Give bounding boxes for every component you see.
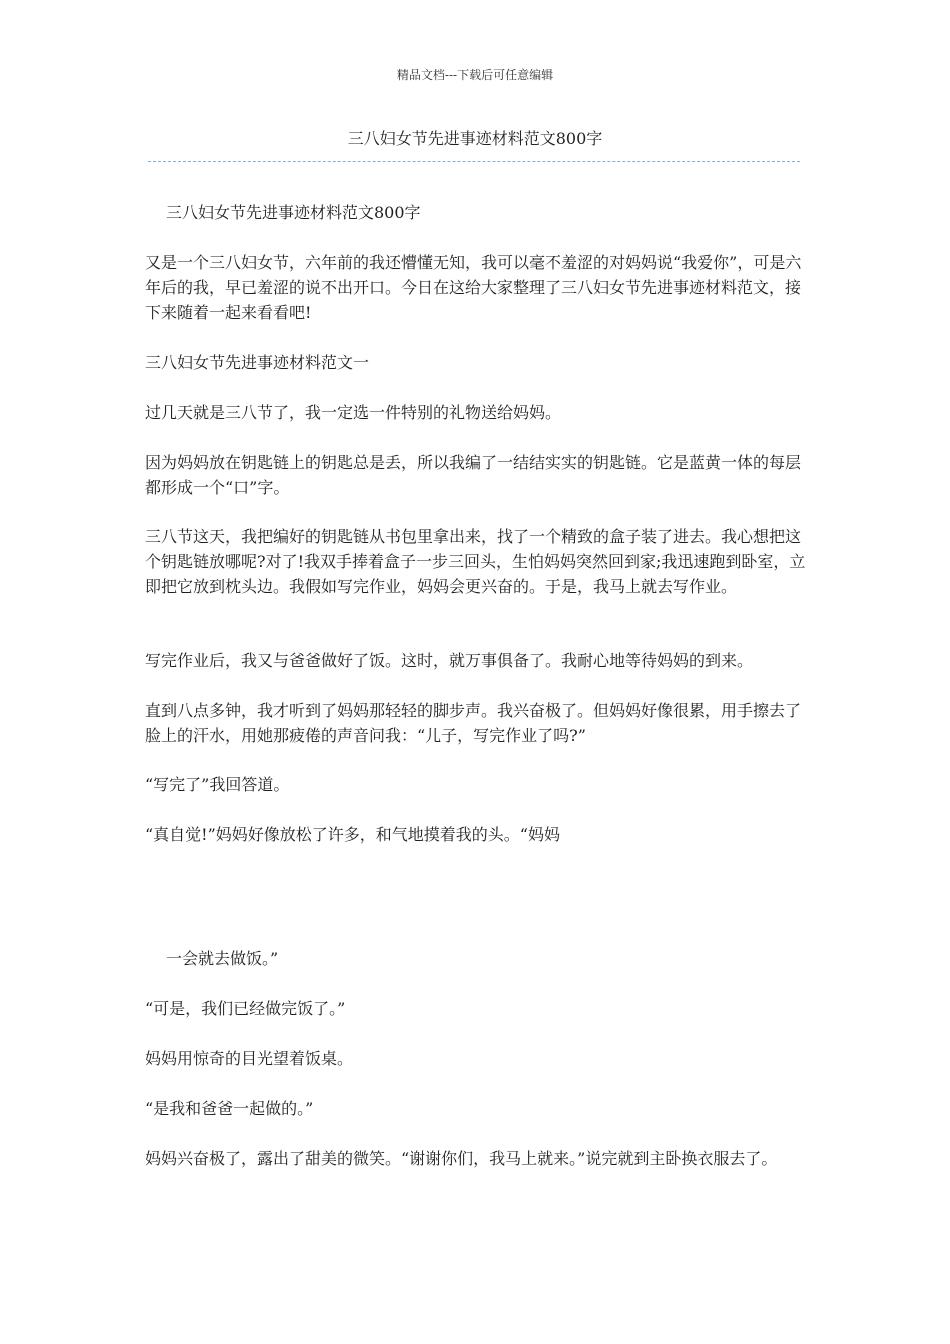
- paragraph: “真自觉!”妈妈好像放松了许多，和气地摸着我的头。“妈妈: [145, 825, 560, 844]
- paragraph: “是我和爸爸一起做的。”: [145, 1099, 314, 1118]
- title-divider: [148, 161, 800, 162]
- intro-heading: 三八妇女节先进事迹材料范文800字: [166, 203, 421, 222]
- paragraph: 过几天就是三八节了，我一定选一件特别的礼物送给妈妈。: [145, 403, 562, 422]
- paragraph: “写完了”我回答道。: [145, 775, 290, 794]
- paragraph: 写完作业后，我又与爸爸做好了饭。这时，就万事俱备了。我耐心地等待妈妈的到来。: [145, 651, 754, 670]
- paragraph: 妈妈用惊奇的目光望着饭桌。: [145, 1049, 354, 1068]
- paragraph: 直到八点多钟，我才听到了妈妈那轻轻的脚步声。我兴奋极了。但妈妈好像很累，用手擦去了脸上的汗水，用她那疲倦的声音问我：“儿子，写完作业了吗?”: [145, 701, 802, 745]
- paragraph: 三八节这天，我把编好的钥匙链从书包里拿出来，找了一个精致的盒子装了进去。我心想把这个钥匙链放哪呢?对了!我双手捧着盒子一步三回头，生怕妈妈突然回到家;我迅速跑到卧室，立即把它放到枕头边。我假如写完作业，妈妈会更兴奋的。于是，我马上就去写作业。: [145, 527, 806, 596]
- paragraph: “可是，我们已经做完饭了。”: [145, 999, 346, 1018]
- section-heading: 三八妇女节先进事迹材料范文一: [145, 353, 370, 372]
- paragraph: 因为妈妈放在钥匙链上的钥匙总是丢，所以我编了一结结实实的钥匙链。它是蓝黄一体的每层都形成一个“口”字。: [145, 453, 802, 497]
- paragraph: 一会就去做饭。”: [166, 949, 279, 968]
- intro-paragraph: 又是一个三八妇女节，六年前的我还懵懂无知，我可以毫不羞涩的对妈妈说“我爱你”，可是六年后的我，早已羞涩的说不出开口。今日在这给大家整理了三八妇女节先进事迹材料范文，接下来随着一起来看看吧!: [145, 253, 802, 322]
- paragraph: 妈妈兴奋极了，露出了甜美的微笑。“谢谢你们，我马上就来。”说完就到主卧换衣服去了。: [145, 1149, 778, 1168]
- header-note: 精品文档---下载后可任意编辑: [396, 68, 554, 82]
- document-title: 三八妇女节先进事迹材料范文800字: [347, 129, 603, 148]
